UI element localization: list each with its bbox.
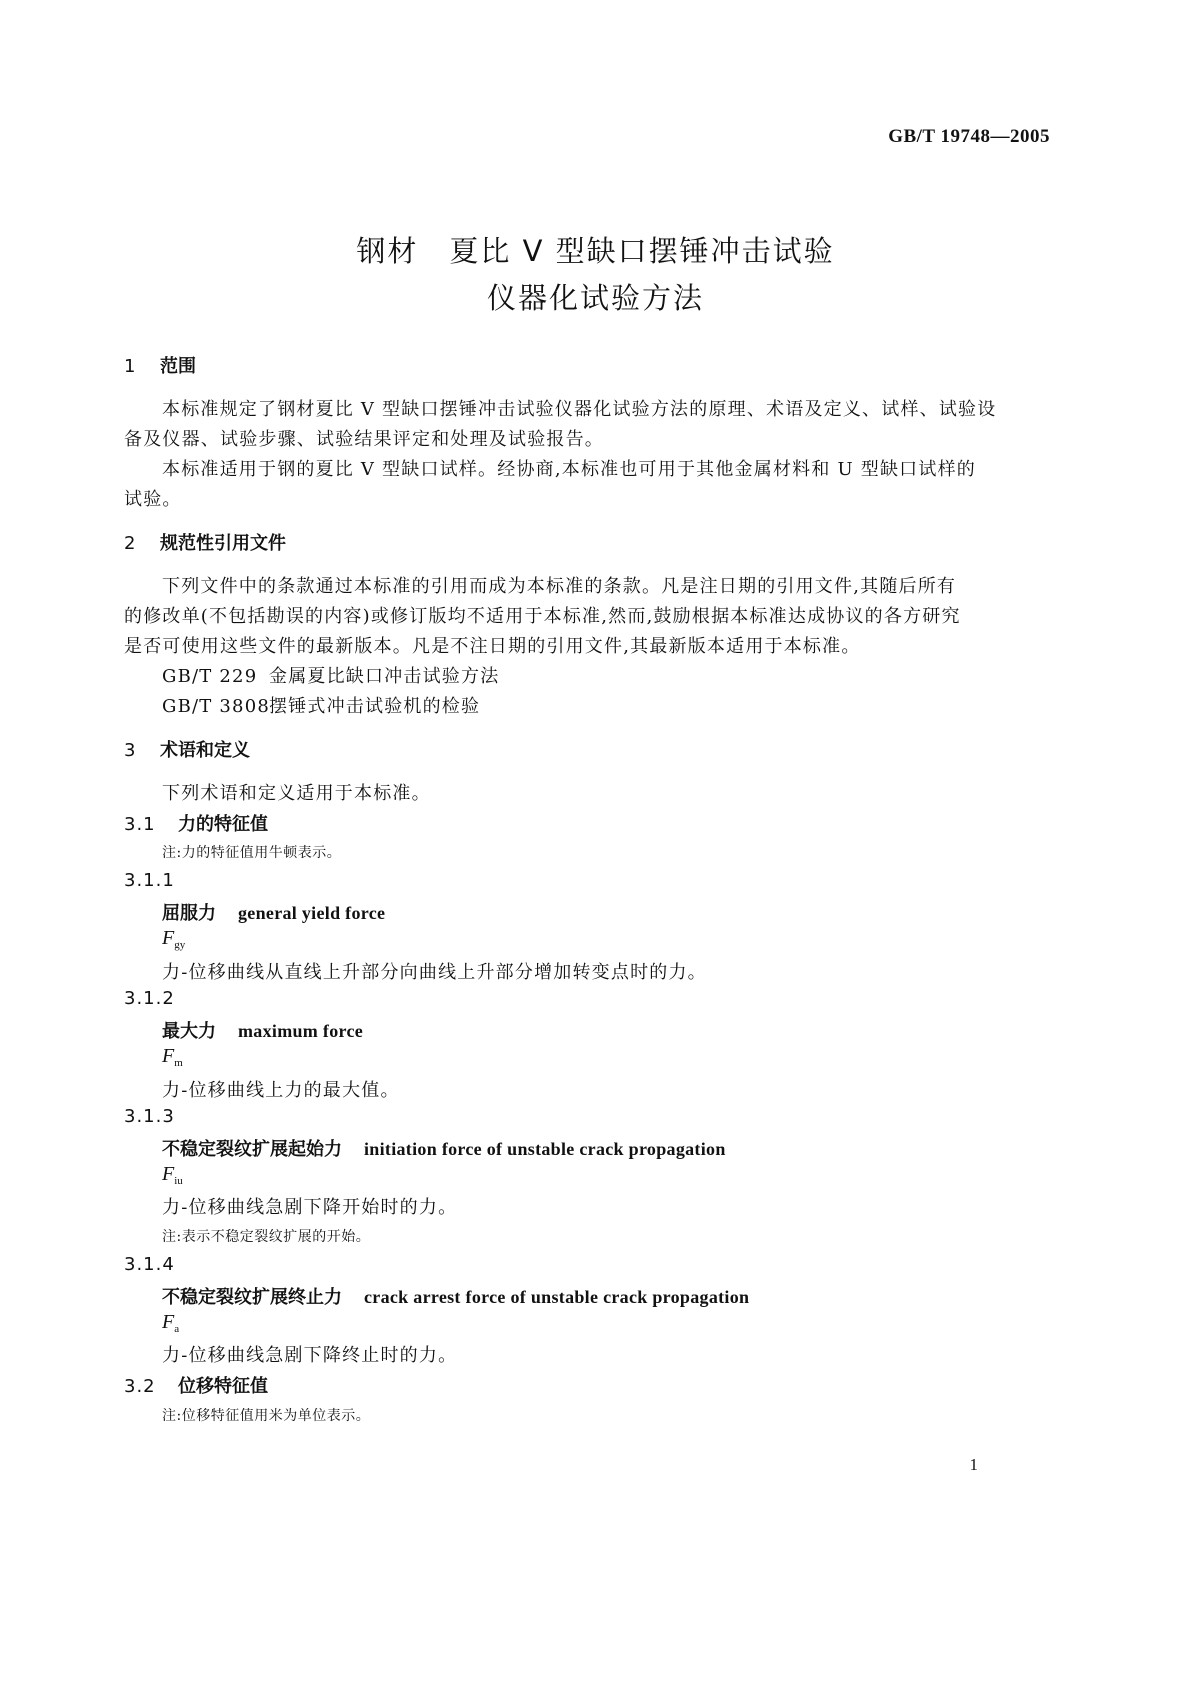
symbol-letter: F bbox=[162, 1045, 175, 1067]
paragraph-line: 本标准适用于钢的夏比 V 型缺口试样。经协商,本标准也可用于其他金属材料和 U 型缺口试样的 bbox=[162, 459, 976, 480]
section-2-heading bbox=[124, 529, 286, 555]
paragraph-line: 本标准规定了钢材夏比 V 型缺口摆锤冲击试验仪器化试验方法的原理、术语及定义、试样、试验设 bbox=[162, 399, 997, 420]
term-cn: 最大力 bbox=[162, 1021, 216, 1042]
reference-code: GB/T 3808 bbox=[162, 696, 271, 717]
term-number: 3.1.3 bbox=[124, 1106, 175, 1127]
reference-item bbox=[162, 662, 499, 688]
term-en: initiation force of unstable crack propagation bbox=[364, 1139, 726, 1159]
term-en: crack arrest force of unstable crack propagation bbox=[364, 1287, 750, 1307]
reference-title: 摆锤式冲击试验机的检验 bbox=[269, 696, 481, 717]
term-heading bbox=[162, 899, 385, 925]
subsection-number: 3.1 bbox=[124, 814, 156, 835]
symbol-letter: F bbox=[162, 927, 175, 949]
note: 注:位移特征值用米为单位表示。 bbox=[162, 1408, 371, 1424]
term-symbol bbox=[162, 927, 185, 951]
title-line-1: 钢材 夏比 V 型缺口摆锤冲击试验 bbox=[356, 234, 835, 268]
term-number: 3.1.1 bbox=[124, 870, 175, 891]
section-number: 3 bbox=[124, 740, 136, 761]
paragraph-line: 是否可使用这些文件的最新版本。凡是不注日期的引用文件,其最新版本适用于本标准。 bbox=[124, 636, 861, 657]
symbol-subscript: gy bbox=[174, 939, 186, 951]
symbol-subscript: iu bbox=[174, 1175, 183, 1187]
paragraph-line: 的修改单(不包括勘误的内容)或修订版均不适用于本标准,然而,鼓励根据本标准达成协议的各方研究 bbox=[124, 606, 961, 627]
symbol-letter: F bbox=[162, 1311, 175, 1333]
term-cn: 不稳定裂纹扩展终止力 bbox=[162, 1287, 342, 1308]
term-en: general yield force bbox=[238, 903, 386, 923]
symbol-letter: F bbox=[162, 1163, 175, 1185]
paragraph-line: 试验。 bbox=[124, 489, 182, 510]
term-number: 3.1.4 bbox=[124, 1254, 175, 1275]
reference-title: 金属夏比缺口冲击试验方法 bbox=[269, 666, 500, 687]
term-cn: 不稳定裂纹扩展起始力 bbox=[162, 1139, 342, 1160]
term-heading bbox=[162, 1017, 363, 1043]
subsection-number: 3.2 bbox=[124, 1376, 156, 1397]
term-definition: 力-位移曲线从直线上升部分向曲线上升部分增加转变点时的力。 bbox=[162, 962, 707, 983]
section-1-heading bbox=[124, 352, 196, 378]
subsection-title: 位移特征值 bbox=[178, 1376, 268, 1397]
term-cn: 屈服力 bbox=[162, 903, 216, 924]
section-title: 术语和定义 bbox=[160, 740, 250, 761]
paragraph-line: 下列文件中的条款通过本标准的引用而成为本标准的条款。凡是注日期的引用文件,其随后所有 bbox=[162, 576, 957, 597]
term-number: 3.1.2 bbox=[124, 988, 175, 1009]
term-definition: 力-位移曲线急剧下降终止时的力。 bbox=[162, 1345, 458, 1366]
section-title: 规范性引用文件 bbox=[160, 533, 286, 554]
term-definition: 力-位移曲线急剧下降开始时的力。 bbox=[162, 1197, 458, 1218]
symbol-subscript: a bbox=[174, 1323, 180, 1335]
paragraph-line: 备及仪器、试验步骤、试验结果评定和处理及试验报告。 bbox=[124, 429, 604, 450]
symbol-subscript: m bbox=[174, 1057, 183, 1069]
reference-code: GB/T 229 bbox=[162, 666, 258, 687]
section-number: 2 bbox=[124, 533, 136, 554]
term-symbol bbox=[162, 1163, 183, 1187]
paragraph-line: 下列术语和定义适用于本标准。 bbox=[162, 783, 431, 804]
term-en: maximum force bbox=[238, 1021, 364, 1041]
term-heading bbox=[162, 1135, 726, 1161]
standard-number: GB/T 19748—2005 bbox=[888, 126, 1050, 147]
reference-item bbox=[162, 692, 480, 718]
section-number: 1 bbox=[124, 356, 136, 377]
term-definition: 力-位移曲线上力的最大值。 bbox=[162, 1080, 400, 1101]
subsection-title: 力的特征值 bbox=[178, 814, 268, 835]
page-number: 1 bbox=[969, 1455, 978, 1474]
section-3-heading bbox=[124, 736, 250, 762]
term-symbol bbox=[162, 1311, 179, 1335]
term-heading bbox=[162, 1283, 749, 1309]
note: 注:力的特征值用牛顿表示。 bbox=[162, 845, 342, 861]
subsection-3-1-heading bbox=[124, 810, 268, 836]
section-title: 范围 bbox=[160, 356, 196, 377]
note: 注:表示不稳定裂纹扩展的开始。 bbox=[162, 1229, 371, 1245]
term-symbol bbox=[162, 1045, 183, 1069]
subsection-3-2-heading bbox=[124, 1372, 268, 1398]
title-line-2: 仪器化试验方法 bbox=[486, 281, 704, 315]
